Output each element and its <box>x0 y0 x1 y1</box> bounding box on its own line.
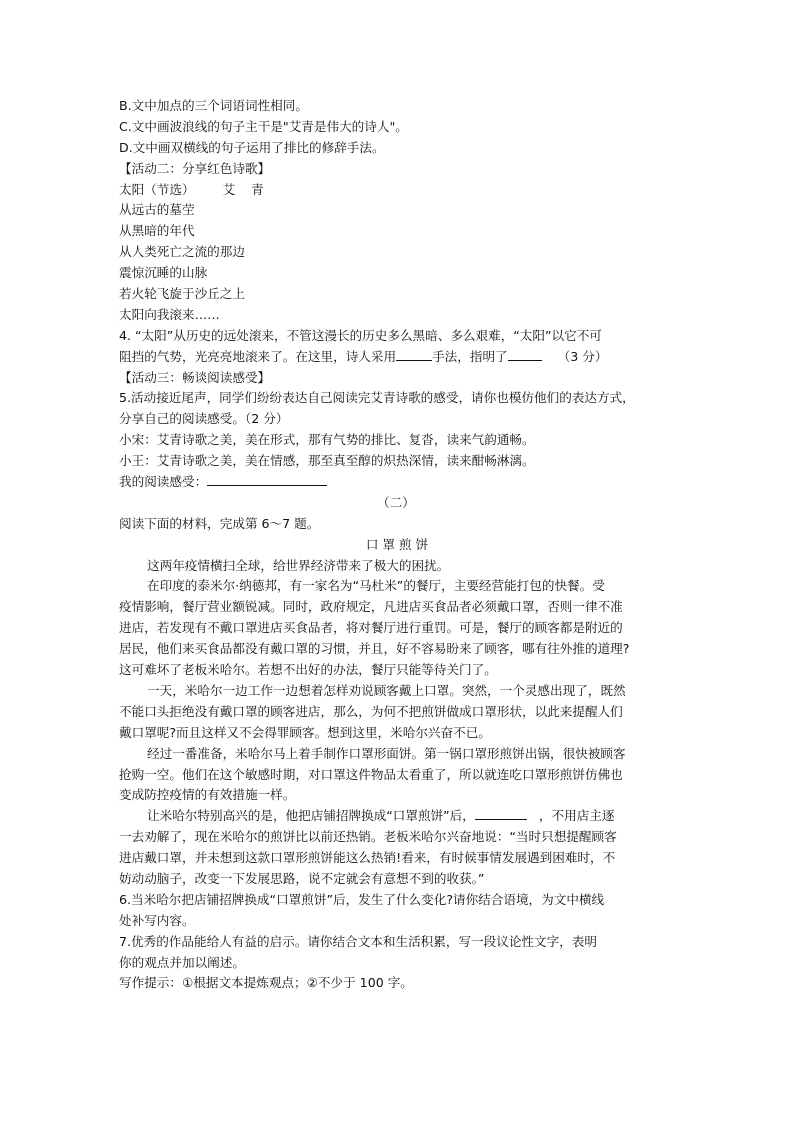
article-paragraph-4: 经过一番准备，米哈尔马上着手制作口罩形面饼。第一锅口罩形煎饼出锅，很快被顾客 <box>147 745 626 761</box>
article-text: 让米哈尔特别高兴的是，他把店铺招牌换成“口罩煎饼”后， <box>147 808 475 824</box>
question-5-line-2: 分享自己的阅读感受。（2 分） <box>119 411 289 427</box>
poem-line: 太阳向我滚来…… <box>119 306 220 322</box>
article-paragraph-3: 戴口罩呢?而且这样又不会得罪顾客。想到这里，米哈尔兴奋不已。 <box>119 724 491 740</box>
article-paragraph-3: 一天，米哈尔一边工作一边想着怎样劝说顾客戴上口罩。突然，一个灵感出现了，既然 <box>147 682 626 698</box>
my-reading-feeling-label: 我的阅读感受： <box>119 474 208 490</box>
question-7-line-1: 7.优秀的作品能给人有益的启示。请你结合文本和生活积累，写一段议论性文字，表明 <box>119 933 597 949</box>
article-paragraph-5: 一去劝解了，现在米哈尔的煎饼比以前还热销。老板米哈尔兴奋地说：“当时只想提醒顾客 <box>119 829 617 845</box>
example-xiaosong: 小宋：艾青诗歌之美，美在形式，那有气势的排比、复沓，读来气韵通畅。 <box>119 432 535 448</box>
poem-line: 若火轮飞旋于沙丘之上 <box>119 286 245 302</box>
answer-blank[interactable] <box>508 348 542 361</box>
option-d: D.文中画双横线的句子运用了排比的修辞手法。 <box>119 139 385 155</box>
poem-heading <box>119 180 679 201</box>
article-text: ，不用店主逐 <box>538 808 615 824</box>
article-paragraph-5 <box>119 806 679 827</box>
reading-instruction: 阅读下面的材料，完成第 6～7 题。 <box>119 515 320 531</box>
question-6-line-1: 6.当米哈尔把店铺招牌换成“口罩煎饼”后，发生了什么变化?请你结合语境，为文中横线 <box>119 891 605 907</box>
article-paragraph-3: 不能口头拒绝没有戴口罩的顾客进店，那么，为何不把煎饼做成口罩形状，以此来提醒人们 <box>119 703 623 719</box>
article-paragraph-5: 进店戴口罩，并未想到这款口罩形煎饼能这么热销!看来，有时候事情发展遇到困难时，不 <box>119 850 616 866</box>
article-paragraph-2: 这可难坏了老板米哈尔。若想不出好的办法，餐厅只能等待关门了。 <box>119 662 497 678</box>
article-paragraph-4: 抢购一空。他们在这个敏感时期，对口罩这件物品太看重了，所以就连吃口罩形煎饼仿佛也 <box>119 766 623 782</box>
question-4-text: 手法，指明了 <box>432 348 508 364</box>
example-xiaowang: 小王：艾青诗歌之美，美在情感，那至真至醇的炽热深情，读来酣畅淋漓。 <box>119 453 535 469</box>
answer-blank[interactable] <box>475 807 527 820</box>
poem-line: 从黑暗的年代 <box>119 223 195 239</box>
question-4-line-2 <box>119 347 679 368</box>
writing-hint: 写作提示：①根据文本提炼观点；②不少于 100 字。 <box>119 975 413 991</box>
poem-line: 从远古的墓茔 <box>119 202 195 218</box>
poem-title: 太阳（节选） <box>119 181 195 197</box>
activity-two-heading: 【活动二：分享红色诗歌】 <box>119 160 271 176</box>
document-page <box>119 96 679 994</box>
question-7-line-2: 你的观点并加以阐述。 <box>119 954 245 970</box>
article-paragraph-2: 疫情影响，餐厅营业额锐减。同时，政府规定，凡进店买食品者必须戴口罩，否则一律不准 <box>119 599 623 615</box>
article-paragraph-5: 妨动动脑子，改变一下发展思路，说不定就会有意想不到的收获。” <box>119 870 485 886</box>
part-two-heading: （二） <box>377 494 415 510</box>
question-4-line-1: 4. “太阳”从历史的远处滚来，不管这漫长的历史多么黑暗、多么艰难，“太阳”以它不可 <box>119 327 602 343</box>
poem-line: 从人类死亡之流的那边 <box>119 244 245 260</box>
article-title: 口罩煎饼 <box>365 536 433 552</box>
article-paragraph-2: 居民，他们来买食品都没有戴口罩的习惯，并且，好不容易盼来了顾客，哪有往外推的道理? <box>119 641 630 657</box>
article-paragraph-4: 变成防控疫情的有效措施一样。 <box>119 787 296 803</box>
question-4-text: 阻挡的气势，光亮亮地滚来了。在这里，诗人采用 <box>119 348 397 364</box>
poem-author: 艾 青 <box>222 181 270 197</box>
poem-line: 震惊沉睡的山脉 <box>119 265 208 281</box>
article-paragraph-1: 这两年疫情横扫全球，给世界经济带来了极大的困扰。 <box>147 557 450 573</box>
option-c: C.文中画波浪线的句子主干是"艾青是伟大的诗人"。 <box>119 118 408 134</box>
article-paragraph-2: 在印度的泰米尔·纳德邦，有一家名为“马杜米”的餐厅，主要经营能打包的快餐。受 <box>147 578 605 594</box>
option-b: B.文中加点的三个词语词性相同。 <box>119 98 308 113</box>
answer-blank[interactable] <box>207 473 327 486</box>
my-reading-feeling <box>119 472 679 493</box>
activity-three-heading: 【活动三：畅谈阅读感受】 <box>119 369 271 385</box>
question-4-score: （3 分） <box>557 348 608 364</box>
answer-blank[interactable] <box>396 348 432 361</box>
question-5-line-1: 5.活动接近尾声，同学们纷纷表达自己阅读完艾青诗歌的感受，请你也模仿他们的表达方式， <box>119 390 635 406</box>
article-paragraph-2: 进店，若发现有不戴口罩进店买食品者，将对餐厅进行重罚。可是，餐厅的顾客都是附近的 <box>119 620 623 636</box>
question-6-line-2: 处补写内容。 <box>119 912 195 928</box>
